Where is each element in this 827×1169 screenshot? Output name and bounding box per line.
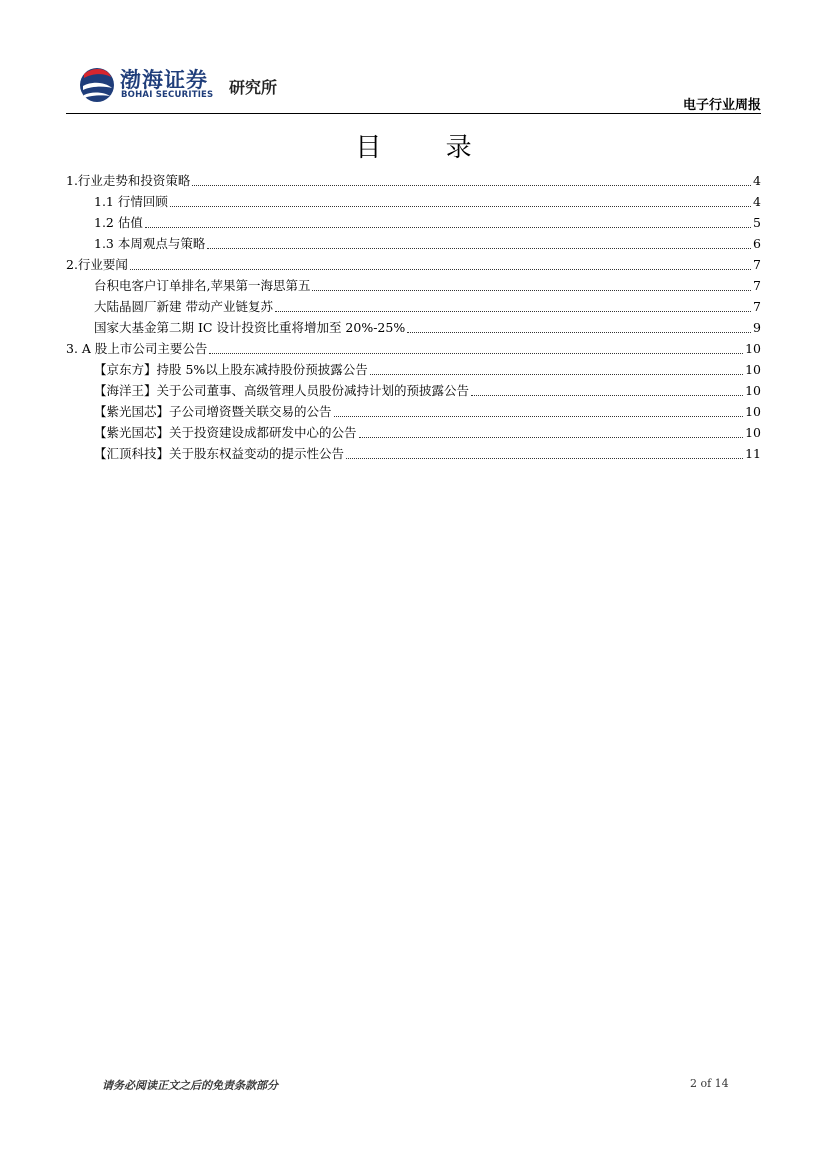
toc-entry[interactable]: [66, 189, 761, 210]
bohai-logo-icon: [78, 64, 116, 104]
toc-entry-page: 6: [753, 236, 761, 251]
toc-entry[interactable]: [66, 210, 761, 231]
toc-entry[interactable]: [66, 357, 761, 378]
toc-entry-page: 4: [753, 173, 761, 188]
toc-entry-text: 【汇顶科技】关于股东权益变动的提示性公告: [94, 446, 345, 461]
toc-entry[interactable]: [66, 336, 761, 357]
page-indicator: 2 of 14: [690, 1077, 729, 1090]
toc-entry-page: 10: [745, 383, 761, 398]
toc-entry-page: 7: [753, 299, 761, 314]
header-divider: [66, 113, 761, 114]
dot-leader: [192, 185, 751, 186]
toc-entry-text: 【紫光国芯】关于投资建设成都研发中心的公告: [94, 425, 357, 440]
toc-entry[interactable]: [66, 231, 761, 252]
toc-entry[interactable]: [66, 420, 761, 441]
brand-name-cn: 渤海证券: [120, 68, 208, 92]
toc-entry[interactable]: [66, 294, 761, 315]
toc-entry-page: 10: [745, 404, 761, 419]
toc-entry-text: 2.行业要闻: [66, 257, 128, 272]
toc-entry-page: 11: [745, 446, 761, 461]
toc-entry-page: 4: [753, 194, 761, 209]
toc-entry[interactable]: [66, 273, 761, 294]
dot-leader: [312, 290, 751, 291]
toc-entry-page: 10: [745, 362, 761, 377]
toc-entry-page: 10: [745, 425, 761, 440]
dot-leader: [170, 206, 751, 207]
toc-entry-text: 国家大基金第二期 IC 设计投资比重将增加至 20%-25%: [94, 320, 406, 335]
toc-entry-text: 台积电客户订单排名,苹果第一海思第五: [94, 278, 311, 293]
toc-entry-page: 10: [745, 341, 761, 356]
toc-entry-text: 1.1 行情回顾: [94, 194, 168, 209]
toc-entry[interactable]: [66, 441, 761, 462]
toc-entry[interactable]: [66, 378, 761, 399]
dot-leader: [334, 416, 744, 417]
toc-entry[interactable]: [66, 399, 761, 420]
toc-entry-page: 7: [753, 278, 761, 293]
dot-leader: [275, 311, 751, 312]
toc-entry-page: 5: [753, 215, 761, 230]
toc-entry[interactable]: [66, 168, 761, 189]
institute-label: 研究所: [229, 78, 278, 97]
dot-leader: [370, 374, 743, 375]
page-header: [0, 0, 827, 118]
dot-leader: [209, 353, 743, 354]
toc-entry-text: 1.3 本周观点与策略: [94, 236, 206, 251]
toc-entry-text: 大陆晶圆厂新建 带动产业链复苏: [94, 299, 273, 314]
disclaimer-note: 请务必阅读正文之后的免责条款部分: [102, 1079, 278, 1092]
toc-entry-text: 【京东方】持股 5%以上股东减持股份预披露公告: [94, 362, 368, 377]
table-of-contents: [66, 168, 761, 462]
dot-leader: [346, 458, 743, 459]
toc-entry-text: 1.行业走势和投资策略: [66, 173, 191, 188]
dot-leader: [207, 248, 751, 249]
dot-leader: [359, 437, 744, 438]
dot-leader: [130, 269, 751, 270]
dot-leader: [407, 332, 751, 333]
dot-leader: [471, 395, 743, 396]
toc-entry-text: 3. A 股上市公司主要公告: [66, 341, 208, 356]
toc-entry-text: 【紫光国芯】子公司增资暨关联交易的公告: [94, 404, 332, 419]
toc-entry-page: 7: [753, 257, 761, 272]
toc-entry-page: 9: [753, 320, 761, 335]
report-type: 电子行业周报: [682, 98, 761, 113]
toc-entry[interactable]: [66, 252, 761, 273]
toc-title: 目 录: [355, 133, 500, 163]
toc-entry[interactable]: [66, 315, 761, 336]
toc-entry-text: 1.2 估值: [94, 215, 143, 230]
toc-entry-text: 【海洋王】关于公司董事、高级管理人员股份减持计划的预披露公告: [94, 383, 470, 398]
brand-name-en: BOHAI SECURITIES: [121, 90, 214, 100]
dot-leader: [145, 227, 751, 228]
